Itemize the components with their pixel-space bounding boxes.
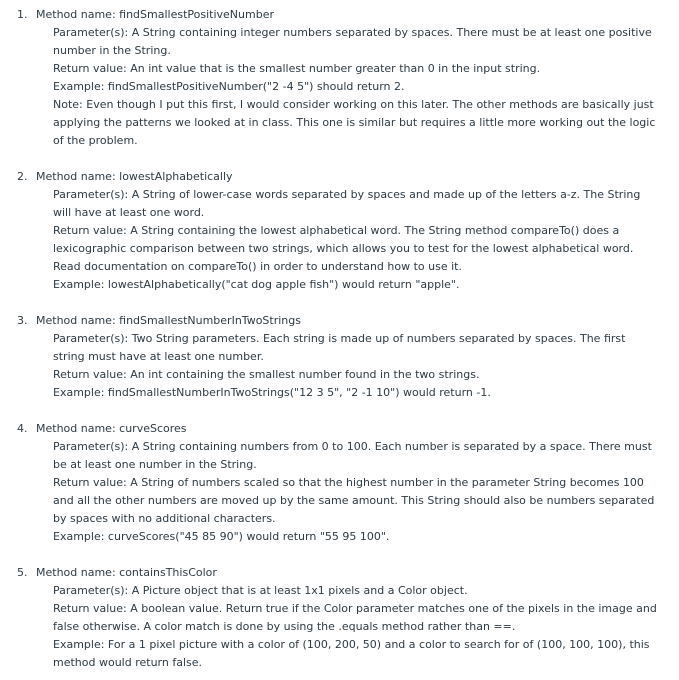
parameters-text: Parameter(s): A String containing numbers from 0 to 100. Each number is separated by a space. There must be at least one number in the String. (53, 440, 652, 471)
parameters-text: Parameter(s): Two String parameters. Each string is made up of numbers separated by spaces. The first string must have at least one number. (53, 332, 626, 363)
method-name: Method name: findSmallestNumberInTwoStrings (36, 314, 301, 327)
return-value-text: Return value: A String of numbers scaled so that the highest number in the parameter String becomes 100 and all the other numbers are moved up by the same amount. This String should also be numbers separated by spaces with no additional characters. (53, 476, 655, 525)
parameters-text: Parameter(s): A String of lower-case words separated by spaces and made up of the letters a-z. The String will have at least one word. (53, 188, 641, 219)
method-name: Method name: findSmallestPositiveNumber (36, 8, 274, 21)
note-text: Note: Even though I put this first, I would consider working on this later. The other methods are basically just applying the patterns we looked at in class. This one is similar but requires a little more working out the logic of the problem. (53, 98, 656, 147)
item-number: 4. (17, 422, 28, 435)
method-item-2 (17, 168, 659, 294)
example-text: Example: For a 1 pixel picture with a color of (100, 200, 50) and a color to search for of (100, 100, 100), this method would return false. (53, 638, 650, 669)
return-value-text: Return value: An int value that is the smallest number greater than 0 in the input string. (53, 62, 541, 75)
example-text: Example: findSmallestNumberInTwoStrings("12 3 5", "2 -1 10") would return -1. (53, 386, 491, 399)
item-number: 3. (17, 314, 28, 327)
method-details (36, 186, 659, 294)
method-item-5 (17, 564, 659, 672)
method-item-1 (17, 6, 659, 150)
method-details (36, 24, 659, 150)
example-text: Example: findSmallestPositiveNumber("2 -4 5") should return 2. (53, 80, 405, 93)
parameters-text: Parameter(s): A String containing integer numbers separated by spaces. There must be at least one positive number in the String. (53, 26, 652, 57)
method-item-4 (17, 420, 659, 546)
method-name: Method name: containsThisColor (36, 566, 217, 579)
return-value-text: Return value: A String containing the lowest alphabetical word. The String method compareTo() does a lexicographic comparison between two strings, which allows you to test for the lowest alphabetical word. Read documentation on compareTo() in order to understand how to use it. (53, 224, 634, 273)
parameters-text: Parameter(s): A Picture object that is at least 1x1 pixels and a Color object. (53, 584, 468, 597)
item-number: 2. (17, 170, 28, 183)
method-details (36, 438, 659, 546)
method-item-3 (17, 312, 659, 402)
method-details (36, 330, 659, 402)
return-value-text: Return value: An int containing the smallest number found in the two strings. (53, 368, 480, 381)
method-name: Method name: curveScores (36, 422, 187, 435)
return-value-text: Return value: A boolean value. Return true if the Color parameter matches one of the pixels in the image and false otherwise. A color match is done by using the .equals method rather than ==. (53, 602, 657, 633)
method-name: Method name: lowestAlphabetically (36, 170, 233, 183)
item-number: 1. (17, 8, 28, 21)
example-text: Example: curveScores("45 85 90") would return "55 95 100". (53, 530, 390, 543)
method-details (36, 582, 659, 672)
item-number: 5. (17, 566, 28, 579)
example-text: Example: lowestAlphabetically("cat dog apple fish") would return "apple". (53, 278, 460, 291)
